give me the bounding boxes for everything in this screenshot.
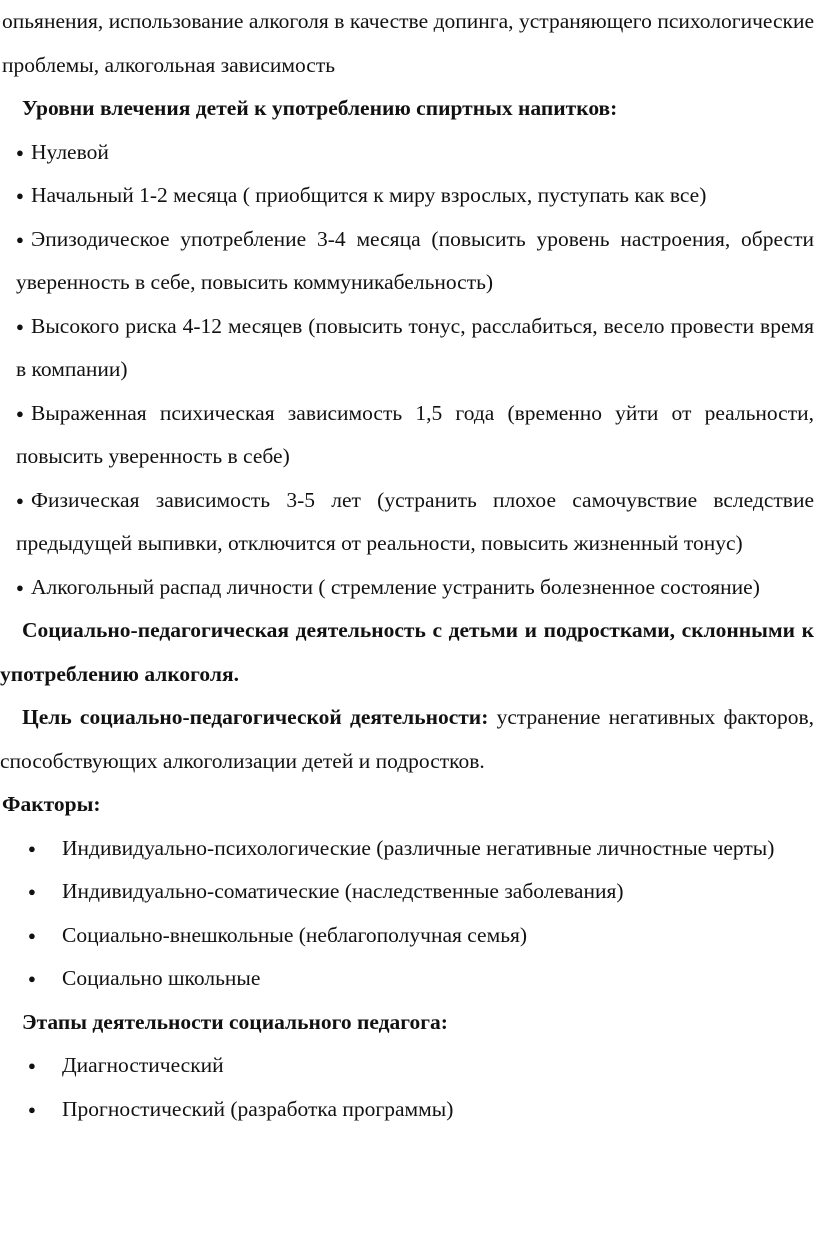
list-item-text: Алкогольный распад личности ( стремление устранить болезненное состояние) bbox=[31, 574, 760, 599]
bullet-icon: ● bbox=[16, 579, 24, 595]
list-item bbox=[0, 566, 816, 610]
list-item-text: Социально школьные bbox=[62, 966, 261, 990]
list-item bbox=[0, 131, 816, 175]
list-item bbox=[0, 1044, 816, 1088]
list-item-text: Диагностический bbox=[62, 1053, 224, 1077]
list-item bbox=[0, 870, 816, 914]
bullet-icon: ● bbox=[16, 231, 24, 247]
bullet-icon: ● bbox=[28, 1058, 36, 1073]
list-item-text: Физическая зависимость 3-5 лет (устранить плохое самочувствие вследствие предыдущей выпивки, отключится от реальности, повысить жизненный тонус) bbox=[16, 487, 814, 555]
bullet-icon: ● bbox=[16, 188, 24, 203]
list-item-text: Индивидуально-психологические (различные негативные личностные черты) bbox=[62, 835, 775, 860]
list-item bbox=[0, 914, 816, 958]
levels-heading: Уровни влечения детей к употреблению спиртных напитков: bbox=[22, 96, 618, 120]
list-item bbox=[0, 218, 816, 305]
list-item bbox=[0, 827, 816, 871]
list-item-text: Высокого риска 4-12 месяцев (повысить тонус, расслабиться, весело провести время в компании) bbox=[16, 313, 814, 381]
goal-paragraph bbox=[0, 696, 816, 783]
bullet-icon: ● bbox=[28, 1101, 36, 1117]
list-item-text: Индивидуально-соматические (наследственные заболевания) bbox=[62, 879, 624, 903]
activity-heading: Социально-педагогическая деятельность с детьми и подростками, склонными к употреблению алкоголя. bbox=[0, 618, 814, 686]
list-item-text: Начальный 1-2 месяца ( приобщится к миру взрослых, пуступать как все) bbox=[31, 183, 707, 207]
list-item bbox=[0, 957, 816, 1001]
stages-heading: Этапы деятельности социального педагога: bbox=[22, 1009, 448, 1034]
factors-list bbox=[0, 827, 816, 1001]
list-item bbox=[0, 392, 816, 479]
bullet-icon: ● bbox=[28, 840, 36, 856]
bullet-icon: ● bbox=[16, 318, 24, 334]
stages-list bbox=[0, 1044, 816, 1131]
list-item bbox=[0, 174, 816, 218]
bullet-icon: ● bbox=[28, 927, 36, 943]
list-item-text: Эпизодическое употребление 3-4 месяца (повысить уровень настроения, обрести уверенность в себе, повысить коммуникабельность) bbox=[16, 226, 814, 294]
list-item-text: Нулевой bbox=[31, 139, 109, 164]
goal-text: устранение негативных факторов, способствующих алкоголизации детей и подростков. bbox=[0, 705, 814, 773]
intro-paragraph: опьянения, использование алкоголя в качестве допинга, устраняющего психологические проблемы, алкогольная зависимость bbox=[2, 9, 814, 77]
bullet-icon: ● bbox=[28, 884, 36, 899]
goal-label: Цель социально-педагогической деятельности: bbox=[22, 705, 489, 729]
list-item bbox=[0, 305, 816, 392]
list-item-text: Выраженная психическая зависимость 1,5 года (временно уйти от реальности, повысить уверенность в себе) bbox=[16, 400, 814, 468]
list-item bbox=[0, 1088, 816, 1132]
list-item-text: Прогностический (разработка программы) bbox=[62, 1096, 454, 1121]
bullet-icon: ● bbox=[16, 144, 24, 160]
factors-heading: Факторы: bbox=[2, 792, 101, 816]
levels-list bbox=[0, 131, 816, 610]
bullet-icon: ● bbox=[28, 971, 36, 986]
list-item-text: Социально-внешкольные (неблагополучная семья) bbox=[62, 922, 528, 947]
list-item bbox=[0, 479, 816, 566]
bullet-icon: ● bbox=[16, 492, 24, 508]
bullet-icon: ● bbox=[16, 405, 24, 421]
